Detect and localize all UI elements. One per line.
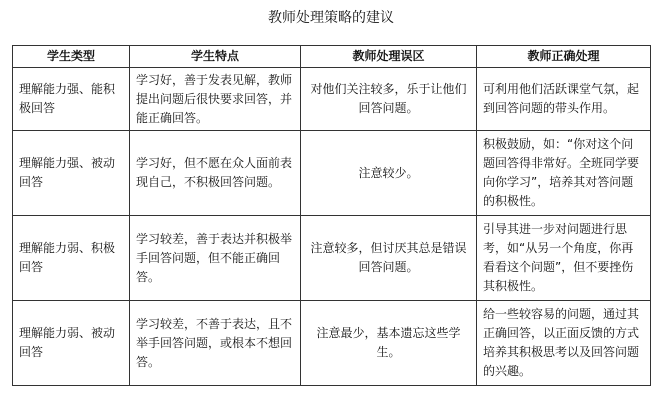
cell-student-type: 理解能力弱、积极回答 (13, 216, 130, 301)
header-row (13, 46, 651, 68)
cell-student-type: 理解能力强、能积极回答 (13, 68, 130, 131)
table-row (13, 68, 651, 131)
header-teacher-mistake: 教师处理误区 (301, 46, 477, 68)
cell-teacher-correct: 给一些较容易的问题，通过其正确回答，以正面反馈的方式培养其积极思考以及回答问题的兴趣。 (477, 301, 651, 386)
table-row (13, 216, 651, 301)
table-row (13, 301, 651, 386)
header-student-type: 学生类型 (13, 46, 130, 68)
cell-teacher-mistake: 对他们关注较多，乐于让他们回答问题。 (301, 68, 477, 131)
cell-student-traits: 学习较差，善于表达并积极举手回答问题，但不能正确回答。 (130, 216, 301, 301)
cell-student-traits: 学习好，但不愿在众人面前表现自己，不积极回答问题。 (130, 131, 301, 216)
header-student-traits: 学生特点 (130, 46, 301, 68)
cell-teacher-correct: 引导其进一步对问题进行思考，如“从另一个角度，你再看看这个问题”，但不要挫伤其积极性。 (477, 216, 651, 301)
header-teacher-correct: 教师正确处理 (477, 46, 651, 68)
page-title: 教师处理策略的建议 (268, 10, 394, 26)
cell-student-type: 理解能力弱、被动回答 (13, 301, 130, 386)
cell-student-type: 理解能力强、被动回答 (13, 131, 130, 216)
cell-teacher-correct: 积极鼓励，如：“你对这个问题回答得非常好。全班同学要向你学习”，培养其对答问题的积极性。 (477, 131, 651, 216)
table-row (13, 131, 651, 216)
cell-teacher-mistake: 注意较多，但讨厌其总是错误回答问题。 (301, 216, 477, 301)
strategy-table (12, 45, 651, 386)
cell-student-traits: 学习好，善于发表见解，教师提出问题后很快要求回答，并能正确回答。 (130, 68, 301, 131)
cell-teacher-mistake: 注意最少，基本遗忘这些学生。 (301, 301, 477, 386)
cell-student-traits: 学习较差，不善于表达，且不举手回答问题，或根本不想回答。 (130, 301, 301, 386)
cell-teacher-mistake: 注意较少。 (301, 131, 477, 216)
cell-teacher-correct: 可利用他们活跃课堂气氛，起到回答问题的带头作用。 (477, 68, 651, 131)
